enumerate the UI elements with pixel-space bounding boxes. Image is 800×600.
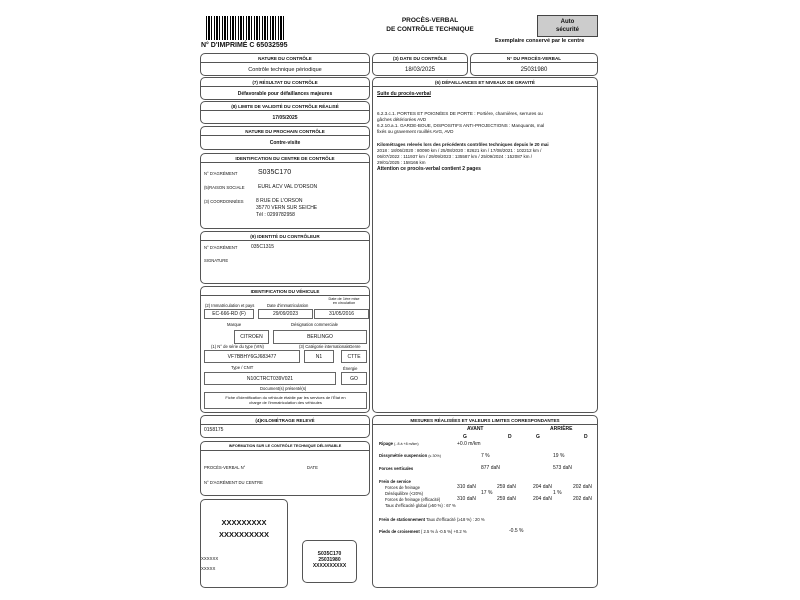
km-line-2: 2018 : 18/06/2020 : 80090 km / 25/08/2020 : 82621 km / 17/08/2021 : 102212 km / bbox=[377, 148, 542, 153]
documents-value bbox=[204, 392, 367, 409]
defect-1-line-2: gâches détériorées AVD bbox=[377, 117, 427, 122]
vehicle-section bbox=[200, 286, 370, 413]
marque-label: Marque bbox=[227, 322, 242, 327]
marque-value: CITROEN bbox=[234, 330, 269, 344]
circulation-label-2: en circulation bbox=[332, 301, 356, 305]
deliverable-date-label: DATE bbox=[307, 465, 318, 470]
fiche-line-2: charge de l'immatriculation des véhicules bbox=[249, 400, 322, 405]
result-header: (7) RÉSULTAT DU CONTRÔLE bbox=[201, 78, 369, 87]
eff-force-fd: 259 daN bbox=[497, 496, 516, 502]
parking-brake bbox=[379, 517, 485, 522]
stamp-line-1: XXXXXXXXX bbox=[221, 518, 267, 527]
title-line-2: DE CONTRÔLE TECHNIQUE bbox=[386, 26, 474, 33]
measures-header: MESURES RÉALISÉES ET VALEURS LIMITES CORRESPONDANTES bbox=[373, 416, 597, 425]
deliverable-agrement-label: N° D'AGRÉMENT DU CENTRE bbox=[204, 480, 263, 485]
center-coord-label: (3) COORDONNÉES bbox=[204, 199, 244, 204]
result-section bbox=[200, 77, 370, 100]
validity-value: 17/05/2025 bbox=[272, 115, 298, 121]
genre-label: Genre bbox=[349, 344, 361, 349]
eff-force-fg: 310 daN bbox=[457, 496, 476, 502]
arriere-label: ARRIÈRE bbox=[550, 426, 573, 432]
first-immat-label: Date d'immatriculation bbox=[267, 303, 309, 308]
ripage-label bbox=[379, 441, 419, 447]
crossing-toe bbox=[379, 529, 467, 534]
forces-rear: 573 daN bbox=[553, 465, 572, 471]
mileage-section bbox=[200, 415, 370, 438]
imbalance-rear: 1 % bbox=[553, 490, 562, 496]
signature-label: SIGNATURE bbox=[204, 258, 229, 263]
small-stamp-line-2: 25031980 bbox=[318, 557, 341, 563]
km-line-1: Kilométrages relevés lors des précédents contrôles techniques depuis le 20 mai bbox=[377, 142, 549, 147]
ripage-label-text: Ripage bbox=[379, 441, 393, 446]
center-raison-label: (5)RAISON SOCIALE bbox=[204, 185, 245, 190]
categorie-value: N1 bbox=[304, 350, 334, 363]
next-control-value: Contre-visite bbox=[269, 140, 301, 146]
mileage-value: 0158175 bbox=[204, 427, 224, 433]
controller-header: (9) IDENTITÉ DU CONTRÔLEUR bbox=[201, 232, 369, 241]
stamp-side-1: XXXXXX bbox=[201, 556, 219, 561]
first-immat-value: 29/09/2023 bbox=[258, 309, 313, 319]
center-address-line2: 35770 VERN SUR SEICHE bbox=[256, 205, 318, 211]
stamp-side-2: XXXXX bbox=[201, 566, 216, 571]
defects-continuation: Suite du procès-verbal bbox=[377, 91, 431, 97]
nature-section bbox=[200, 53, 370, 76]
date-header: (3) DATE DU CONTRÔLE bbox=[373, 54, 467, 63]
brake-force-fd: 259 daN bbox=[497, 484, 516, 490]
designation-label: Désignation commerciale bbox=[291, 322, 339, 327]
small-stamp-line-3: XXXXXXXXXX bbox=[312, 563, 347, 569]
brake-force-rd: 202 daN bbox=[573, 484, 592, 490]
eff-force-rg: 204 daN bbox=[533, 496, 552, 502]
center-section bbox=[200, 153, 370, 229]
brake-force-fg: 310 daN bbox=[457, 484, 476, 490]
deliverable-section bbox=[200, 441, 370, 496]
crossing-toe-rear: -0.5 % bbox=[509, 528, 524, 534]
deliverable-header: INFORMATION SUR LE CONTRÔLE TECHNIQUE DÉLIVRABLE bbox=[201, 442, 369, 451]
auto-securite-badge bbox=[537, 15, 598, 37]
front-d-label: D bbox=[508, 434, 512, 440]
suspension-rear: 19 % bbox=[553, 453, 565, 459]
immat-label: (2) Immatriculation et pays bbox=[205, 303, 255, 308]
type-label: Type / CNIT bbox=[231, 365, 254, 370]
pv-number-value: 25031980 bbox=[520, 67, 548, 73]
front-g-label: G bbox=[463, 434, 467, 440]
imbalance-front: 17 % bbox=[481, 490, 493, 496]
braking-forces-label: Forces de freinage bbox=[385, 485, 420, 490]
rear-g-label: G bbox=[536, 434, 540, 440]
vin-value: VF7BBHY6GJ683477 bbox=[204, 350, 300, 363]
energie-label: Énergie bbox=[343, 366, 358, 371]
circulation-value: 31/05/2016 bbox=[314, 309, 369, 319]
service-brake-label: Frein de service bbox=[379, 479, 411, 484]
mileage-header: (4)KILOMÉTRAGE RELEVÉ bbox=[201, 416, 369, 425]
avant-label: AVANT bbox=[467, 426, 484, 432]
measures-section bbox=[372, 415, 598, 588]
mileage-history bbox=[377, 142, 549, 172]
nature-value: Contrôle technique périodique bbox=[248, 67, 322, 73]
small-stamp-line-1: S035C170 bbox=[317, 551, 342, 557]
stamp-line-2: XXXXXXXXXX bbox=[218, 530, 270, 539]
suspension-label-text: Dissymétrie suspension bbox=[379, 453, 428, 458]
ripage-limit: (- 8 à +8 m/km) bbox=[394, 442, 419, 446]
defect-2-line-1: 6.2.10.a.1. GARDE-BOUE, DISPOSITIFS ANTI-PROJECTIONS : Manquants, mal bbox=[377, 123, 545, 128]
parking-brake-detail: Taux d'efficacité (≥18 %) : 20 % bbox=[426, 517, 485, 522]
forces-label: Forces verticales bbox=[379, 466, 414, 471]
global-efficiency: Taux d'efficacité global (≥50 %) : 67 % bbox=[385, 503, 456, 508]
immat-value: EC-666-RD (F) bbox=[204, 309, 254, 319]
title-line-1: PROCÈS-VERBAL bbox=[401, 17, 459, 24]
validity-header: (8) LIMITE DE VALIDITÉ DU CONTRÔLE RÉALISÉ bbox=[201, 102, 369, 111]
pv-number-header: N° DU PROCÈS-VERBAL bbox=[471, 54, 597, 63]
date-section bbox=[372, 53, 468, 76]
controller-section bbox=[200, 231, 370, 284]
vehicle-header: IDENTIFICATION DU VÉHICULE bbox=[201, 287, 369, 296]
center-header: IDENTIFICATION DU CENTRE DE CONTRÔLE bbox=[201, 154, 369, 163]
pv-number-section bbox=[470, 53, 598, 76]
pages-warning: Attention ce procès-verbal contient 2 pages bbox=[377, 166, 481, 172]
validity-section bbox=[200, 101, 370, 124]
defects-section bbox=[372, 77, 598, 413]
defects-header: (6) DÉFAILLANCES ET NIVEAUX DE GRAVITÉ bbox=[373, 78, 597, 87]
controller-agrement-label: N° D'AGRÉMENT bbox=[204, 245, 238, 250]
ripage-value: +0.0 m/km bbox=[457, 441, 481, 447]
km-line-3: 06/07/2022 : 111937 km / 29/09/2023 : 135587 km / 25/09/2024 : 152087 km / bbox=[377, 154, 532, 159]
suspension-limit: (≤ 30%) bbox=[428, 454, 441, 458]
center-raison-value: EURL ACV VAL D'ORSON bbox=[258, 184, 318, 190]
rear-d-label: D bbox=[584, 434, 588, 440]
imbalance-label: Déséquilibre (<20%) bbox=[385, 491, 424, 496]
nature-header: NATURE DU CONTRÔLE bbox=[201, 54, 369, 63]
next-control-header: NATURE DU PROCHAIN CONTRÔLE bbox=[201, 127, 369, 136]
parking-brake-label: Frein de stationnement bbox=[379, 517, 426, 522]
crossing-toe-detail: ( 2.5 % à -0.5 %) +0.2 % bbox=[420, 529, 467, 534]
barcode bbox=[206, 16, 286, 40]
crossing-toe-label: Pieds de croisement bbox=[379, 529, 420, 534]
center-agrement-value: S035C170 bbox=[258, 169, 292, 176]
energie-value: GO bbox=[341, 372, 367, 385]
small-stamp-text bbox=[303, 551, 356, 569]
small-stamp bbox=[302, 540, 357, 583]
suspension-front: 7 % bbox=[481, 453, 490, 459]
suspension-label bbox=[379, 453, 441, 459]
km-line-4: 29/01/2025 : 158166 km bbox=[377, 160, 426, 165]
stamp-box bbox=[200, 499, 288, 588]
designation-value: BERLINGO bbox=[273, 330, 367, 344]
next-control-section bbox=[200, 126, 370, 150]
document-title bbox=[370, 16, 490, 34]
badge-line-1: Auto bbox=[560, 19, 575, 25]
center-phone: Tél : 0299782958 bbox=[256, 212, 295, 218]
circulation-label-1: Date de 1ère mise bbox=[328, 297, 360, 301]
brake-force-rg: 204 daN bbox=[533, 484, 552, 490]
badge-line-2: sécurité bbox=[555, 27, 579, 33]
stamp-text bbox=[201, 517, 287, 541]
fiche-line-1: Fiche d'identification du véhicule établie par les services de l'État en bbox=[225, 395, 346, 400]
defect-1-line-1: 6.2.3.c.1. PORTES ET POIGNÉES DE PORTE : Portière, charnières, serrures ou bbox=[377, 111, 543, 116]
documents-label: Document(s) présenté(s) bbox=[260, 386, 307, 391]
eff-force-rd: 202 daN bbox=[573, 496, 592, 502]
copy-note: Exemplaire conservé par le centre bbox=[495, 38, 585, 44]
controller-agrement-value: 035C1315 bbox=[251, 244, 275, 250]
center-address-line1: 8 RUE DE L'ORSON bbox=[256, 198, 303, 204]
vin-label: (1) N° de série du type (VIN) bbox=[211, 344, 264, 349]
categorie-label: (3) Catégorie internationale bbox=[299, 344, 350, 349]
deliverable-pv-label: PROCÈS-VERBAL N° bbox=[204, 465, 246, 470]
result-value: Défavorable pour défaillances majeures bbox=[237, 91, 333, 97]
forces-front: 877 daN bbox=[481, 465, 500, 471]
type-value: N10CTRCT039V021 bbox=[204, 372, 336, 385]
print-number: N° D'IMPRIMÉ C 65032595 bbox=[201, 42, 288, 49]
defect-1 bbox=[377, 111, 544, 135]
defect-2-line-2: fixés ou gravement rouillés AVG, AVD bbox=[377, 129, 454, 134]
genre-value: CTTE bbox=[341, 350, 367, 363]
efficiency-forces-label: Forces de freinage (efficacité) bbox=[385, 497, 441, 502]
date-value: 18/03/2025 bbox=[404, 67, 436, 73]
circulation-label bbox=[319, 297, 369, 305]
center-agrement-label: N° D'AGRÉMENT bbox=[204, 171, 238, 176]
